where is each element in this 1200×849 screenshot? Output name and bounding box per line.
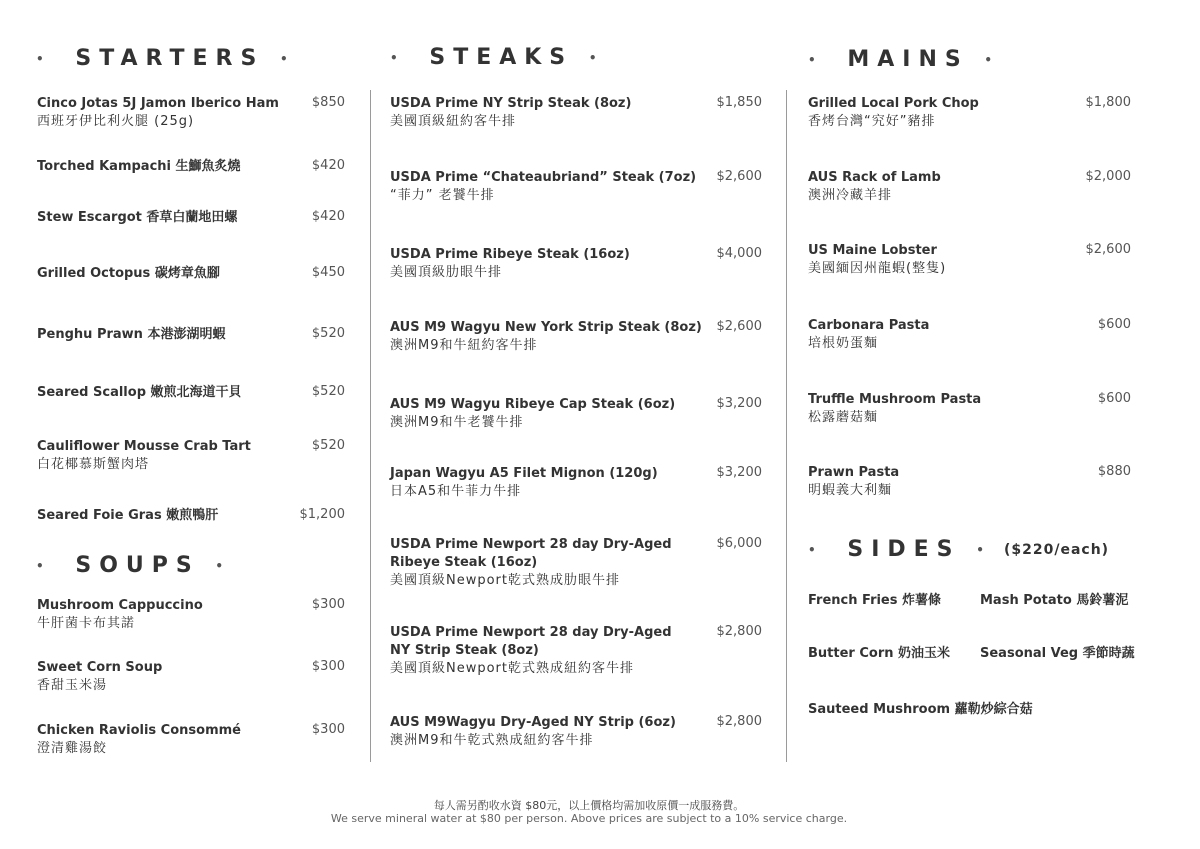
item-chinese-name: 松露蘑菇麵 [808, 410, 879, 425]
bullet-dot-icon: • [390, 51, 398, 65]
item-price: $2,600 [716, 169, 762, 184]
side-item: French Fries 炸薯條 [808, 593, 942, 608]
bullet-dot-icon: • [984, 53, 993, 67]
starter-item [37, 209, 345, 227]
bullet-dot-icon: • [36, 52, 44, 66]
item-price: $850 [311, 95, 345, 110]
steak-item [390, 246, 762, 282]
item-price: $450 [311, 265, 345, 280]
column-divider-right [786, 90, 787, 762]
soup-item [37, 659, 345, 695]
bullet-dot-icon: • [808, 543, 816, 557]
side-item: Mash Potato 馬鈴薯泥 [980, 593, 1129, 608]
main-item [808, 95, 1131, 131]
soups-title: SOUPS [75, 553, 200, 578]
item-chinese-name: 澳洲M9和牛紐約客牛排 [390, 338, 538, 353]
item-price: $420 [311, 209, 345, 224]
item-chinese-name: 美國頂級肋眼牛排 [390, 265, 503, 280]
mains-title: MAINS [847, 47, 969, 72]
item-name: Penghu Prawn 本港澎湖明蝦 [37, 327, 226, 342]
steak-item [390, 624, 762, 678]
item-price: $1,800 [1085, 95, 1131, 110]
item-name: USDA Prime Newport 28 day Dry-Aged [390, 537, 672, 552]
bullet-dot-icon: • [215, 559, 224, 573]
steak-item [390, 465, 762, 501]
item-price: $2,800 [716, 624, 762, 639]
item-chinese-name: 西班牙伊比利火腿 (25g) [37, 114, 195, 129]
bullet-dot-icon: • [976, 543, 984, 557]
item-chinese-name: “菲力” 老饕牛排 [390, 188, 495, 203]
starters-title: STARTERS [75, 46, 265, 71]
item-price: $1,850 [716, 95, 762, 110]
item-name: Cauliflower Mousse Crab Tart [37, 439, 251, 454]
side-item: Sauteed Mushroom 蘿勒炒綜合菇 [808, 702, 1033, 717]
soup-item [37, 597, 345, 633]
steak-item [390, 169, 762, 205]
item-name: AUS M9 Wagyu Ribeye Cap Steak (6oz) [390, 397, 676, 412]
starter-item [37, 326, 345, 344]
item-price: $600 [1097, 317, 1131, 332]
main-item [808, 169, 1131, 205]
item-name: USDA Prime “Chateaubriand” Steak (7oz) [390, 170, 697, 185]
item-name: Chicken Raviolis Consommé [37, 723, 241, 738]
item-price: $520 [311, 326, 345, 341]
item-price: $6,000 [716, 536, 762, 551]
item-price: $600 [1097, 391, 1131, 406]
main-item [808, 391, 1131, 427]
item-chinese-name: 澳洲M9和牛老饕牛排 [390, 415, 524, 430]
item-chinese-name: 澄清雞湯餃 [37, 741, 108, 756]
item-name: Japan Wagyu A5 Filet Mignon (120g) [390, 466, 658, 481]
steak-item [390, 95, 762, 131]
soups-heading [36, 553, 223, 578]
item-chinese-name: 日本A5和牛菲力牛排 [390, 484, 522, 499]
starter-item [37, 384, 345, 402]
side-item: Seasonal Veg 季節時蔬 [980, 646, 1135, 661]
starter-item [37, 438, 345, 474]
steaks-heading [390, 45, 597, 70]
item-price: $2,000 [1085, 169, 1131, 184]
item-chinese-name: 香烤台灣“究好”豬排 [808, 114, 936, 129]
bullet-dot-icon: • [36, 559, 44, 573]
item-chinese-name: 白花椰慕斯蟹肉塔 [37, 457, 150, 472]
soup-item [37, 722, 345, 758]
item-name: Sweet Corn Soup [37, 660, 163, 675]
item-price: $880 [1097, 464, 1131, 479]
steaks-title: STEAKS [429, 45, 574, 70]
item-name: Cinco Jotas 5J Jamon Iberico Ham [37, 96, 279, 111]
item-chinese-name: 明蝦義大利麵 [808, 483, 893, 498]
item-chinese-name: 美國頂級Newport乾式熟成紐約客牛排 [390, 661, 635, 676]
item-name: Grilled Octopus 碳烤章魚腳 [37, 266, 220, 281]
item-price: $2,800 [716, 714, 762, 729]
sides-price-note: ($220/each) [1004, 542, 1110, 558]
item-chinese-name: 美國頂級紐約客牛排 [390, 114, 517, 129]
item-price: $4,000 [716, 246, 762, 261]
item-name: Stew Escargot 香草白蘭地田螺 [37, 210, 238, 225]
sides-heading [808, 537, 984, 562]
starters-heading [36, 46, 288, 71]
main-item [808, 317, 1131, 353]
main-item [808, 242, 1131, 278]
side-item: Butter Corn 奶油玉米 [808, 646, 951, 661]
item-chinese-name: 培根奶蛋麵 [808, 336, 879, 351]
bullet-dot-icon: • [808, 53, 816, 67]
main-item [808, 464, 1131, 500]
bullet-dot-icon: • [279, 52, 288, 66]
item-price: $2,600 [1085, 242, 1131, 257]
steak-item [390, 319, 762, 355]
item-name: Seared Foie Gras 嫩煎鴨肝 [37, 508, 219, 523]
item-price: $520 [311, 438, 345, 453]
starter-item [37, 265, 345, 283]
item-price: $300 [311, 722, 345, 737]
item-name: AUS Rack of Lamb [808, 170, 941, 185]
item-name: Mushroom Cappuccino [37, 598, 203, 613]
item-name: US Maine Lobster [808, 243, 937, 258]
footer-note-chinese: 每人需另酌收水資 $80元，以上價格均需加收原價一成服務費。 [433, 799, 745, 812]
starter-item [37, 158, 345, 176]
item-name: Truffle Mushroom Pasta [808, 392, 982, 407]
item-chinese-name: 美國緬因州龍蝦(整隻) [808, 261, 947, 276]
item-name-line-2: Ribeye Steak (16oz) [390, 555, 538, 570]
column-divider-left [370, 90, 371, 762]
item-name-line-2: NY Strip Steak (8oz) [390, 643, 539, 658]
mains-heading [808, 47, 992, 72]
item-name: Carbonara Pasta [808, 318, 930, 333]
item-name: AUS M9 Wagyu New York Strip Steak (8oz) [390, 320, 702, 335]
item-price: $420 [311, 158, 345, 173]
starter-item [37, 95, 345, 131]
sides-title: SIDES [847, 537, 961, 562]
item-name: Grilled Local Pork Chop [808, 96, 979, 111]
item-name: USDA Prime Ribeye Steak (16oz) [390, 247, 630, 262]
item-chinese-name: 澳洲冷藏羊排 [808, 188, 893, 203]
item-chinese-name: 香甜玉米湯 [37, 678, 108, 693]
item-price: $520 [311, 384, 345, 399]
item-name: USDA Prime Newport 28 day Dry-Aged [390, 625, 672, 640]
item-name: Prawn Pasta [808, 465, 900, 480]
item-chinese-name: 澳洲M9和牛乾式熟成紐約客牛排 [390, 733, 594, 748]
item-price: $300 [311, 597, 345, 612]
item-price: $2,600 [716, 319, 762, 334]
footer-note-english: We serve mineral water at $80 per person. Above prices are subject to a 10% service charge. [330, 812, 848, 825]
item-chinese-name: 美國頂級Newport乾式熟成肋眼牛排 [390, 573, 621, 588]
starter-item [37, 507, 345, 525]
item-name: USDA Prime NY Strip Steak (8oz) [390, 96, 632, 111]
item-name: Seared Scallop 嫩煎北海道干貝 [37, 385, 242, 400]
item-name: Torched Kampachi 生鰤魚炙燒 [37, 159, 241, 174]
steak-item [390, 396, 762, 432]
item-name: AUS M9Wagyu Dry-Aged NY Strip (6oz) [390, 715, 676, 730]
bullet-dot-icon: • [588, 51, 597, 65]
item-price: $3,200 [716, 396, 762, 411]
item-price: $1,200 [299, 507, 345, 522]
steak-item [390, 714, 762, 750]
steak-item [390, 536, 762, 590]
item-chinese-name: 牛肝菌卡布其諾 [37, 616, 136, 631]
item-price: $3,200 [716, 465, 762, 480]
item-price: $300 [311, 659, 345, 674]
